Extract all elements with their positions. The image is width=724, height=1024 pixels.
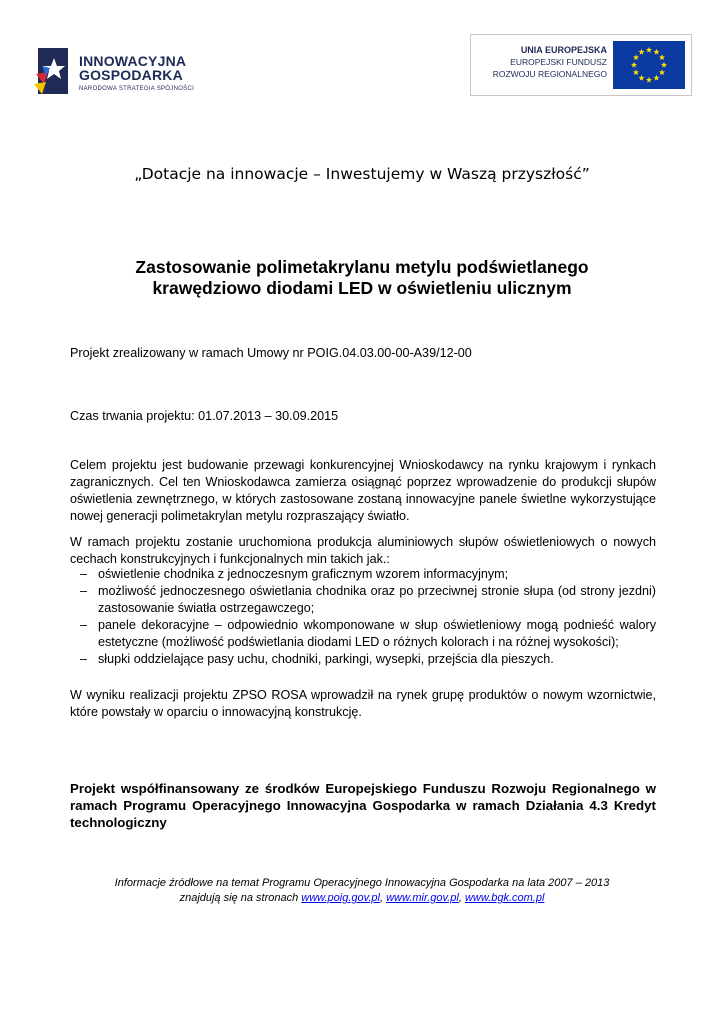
link-poig[interactable]: www.poig.gov.pl (301, 892, 380, 904)
dash-marker: – (80, 567, 88, 581)
separator: , (458, 892, 465, 904)
list-item-text: panele dekoracyjne – odpowiednio wkomponowane w słup oświetleniowy mogą podnieść walory estetyczne (możliwość podświetlania diodami LED o różnych kolorach i na różnej wysokości); (98, 618, 656, 649)
feature-list (70, 566, 656, 668)
logo-subtitle: NARODOWA STRATEGIA SPÓJNOŚCI (79, 86, 195, 92)
eu-star-icon (646, 47, 652, 53)
cofinancing-statement: Projekt współfinansowany ze środków Europejskiego Funduszu Rozwoju Regionalnego w ramach Programu Operacyjnego Innowacyjna Gospodarka w ramach Działania 4.3 Kredyt technologiczny (70, 781, 656, 830)
footer-prefix: znajdują się na stronach (179, 892, 302, 904)
dash-marker: – (80, 652, 88, 666)
innowacyjna-gospodarka-logo (34, 44, 224, 100)
project-title-line-1: Zastosowanie polimetakrylanu metylu podświetlanego (135, 257, 589, 277)
eu-star-icon (633, 69, 639, 75)
dash-marker: – (80, 618, 88, 632)
project-scope-paragraph: W ramach projektu zostanie uruchomiona produkcja aluminiowych słupów oświetleniowych o nowych cechach konstrukcyjnych i funkcjonalnych min takich jak.: (70, 535, 656, 566)
list-item (70, 651, 656, 668)
logo-title (79, 54, 186, 82)
eu-star-icon (638, 75, 644, 81)
slogan: „Dotacje na innowacje – Inwestujemy w Waszą przyszłość” (134, 165, 590, 183)
project-goal-paragraph: Celem projektu jest budowanie przewagi konkurencyjnej Wnioskodawcy na rynku krajowym i rynkach zagranicznych. Cel ten Wnioskodawca zamierza osiągnąć poprzez wprowadzenie do produkcji słupów oświetlenia zewnętrznego, w których zastosowane zostaną innowacyjne panele świetlne wykorzystujące nowej generacji polimetakrylan metylu rozpraszający światło. (70, 458, 656, 523)
list-item (70, 583, 656, 617)
project-duration: Czas trwania projektu: 01.07.2013 – 30.09.2015 (70, 409, 339, 423)
logo-line-2: GOSPODARKA (79, 67, 183, 83)
eu-star-icon (633, 54, 639, 60)
eu-star-icon (631, 62, 637, 68)
footer-info (80, 876, 644, 906)
list-item-text: oświetlenie chodnika z jednoczesnym graficznym wzorem informacyjnym; (98, 567, 509, 581)
eu-flag-icon (613, 41, 685, 89)
separator: , (379, 892, 387, 904)
eu-star-icon (661, 62, 667, 68)
list-item (70, 617, 656, 651)
list-item (70, 566, 656, 583)
eu-logo (470, 34, 692, 96)
link-mir[interactable]: www.mir.gov.pl (386, 892, 459, 904)
dash-marker: – (80, 584, 88, 598)
eu-logo-line-2: EUROPEJSKI FUNDUSZ (510, 57, 607, 67)
eu-star-icon (646, 77, 652, 83)
logo-line-1: INNOWACYJNA (79, 53, 187, 69)
eu-star-icon (638, 49, 644, 55)
list-item-text: słupki oddzielające pasy uchu, chodniki, parkingi, wysepki, przejścia dla pieszych. (98, 652, 554, 666)
project-result-paragraph: W wyniku realizacji projektu ZPSO ROSA wprowadził na rynek grupę produktów o nowym wzornictwie, które powstały w oparciu o innowacyjną konstrukcję. (70, 688, 656, 719)
list-item-text: możliwość jednoczesnego oświetlania chodnika oraz po przeciwnej stronie słupa (od strony jezdni) zastosowanie światła ostrzegawczego; (98, 584, 656, 615)
eu-star-icon (659, 54, 665, 60)
project-title-line-2: krawędziowo diodami LED w oświetleniu ulicznym (152, 278, 572, 298)
link-bgk[interactable]: www.bgk.com.pl (464, 892, 545, 904)
agreement-number: Projekt zrealizowany w ramach Umowy nr POIG.04.03.00-00-A39/12-00 (70, 346, 472, 360)
eu-logo-line-1: UNIA EUROPEJSKA (520, 45, 607, 55)
eu-star-icon (653, 75, 659, 81)
eu-star-icon (653, 49, 659, 55)
footer-line-1: Informacje źródłowe na temat Programu Operacyjnego Innowacyjna Gospodarka na lata 2007 – 2013 (114, 877, 610, 889)
footer-line-2 (80, 891, 644, 906)
eu-logo-line-3: ROZWOJU REGIONALNEGO (492, 69, 607, 79)
project-title (60, 257, 664, 299)
eu-star-icon (659, 69, 665, 75)
eu-logo-text (493, 44, 607, 80)
flag-star-icon (34, 44, 78, 100)
